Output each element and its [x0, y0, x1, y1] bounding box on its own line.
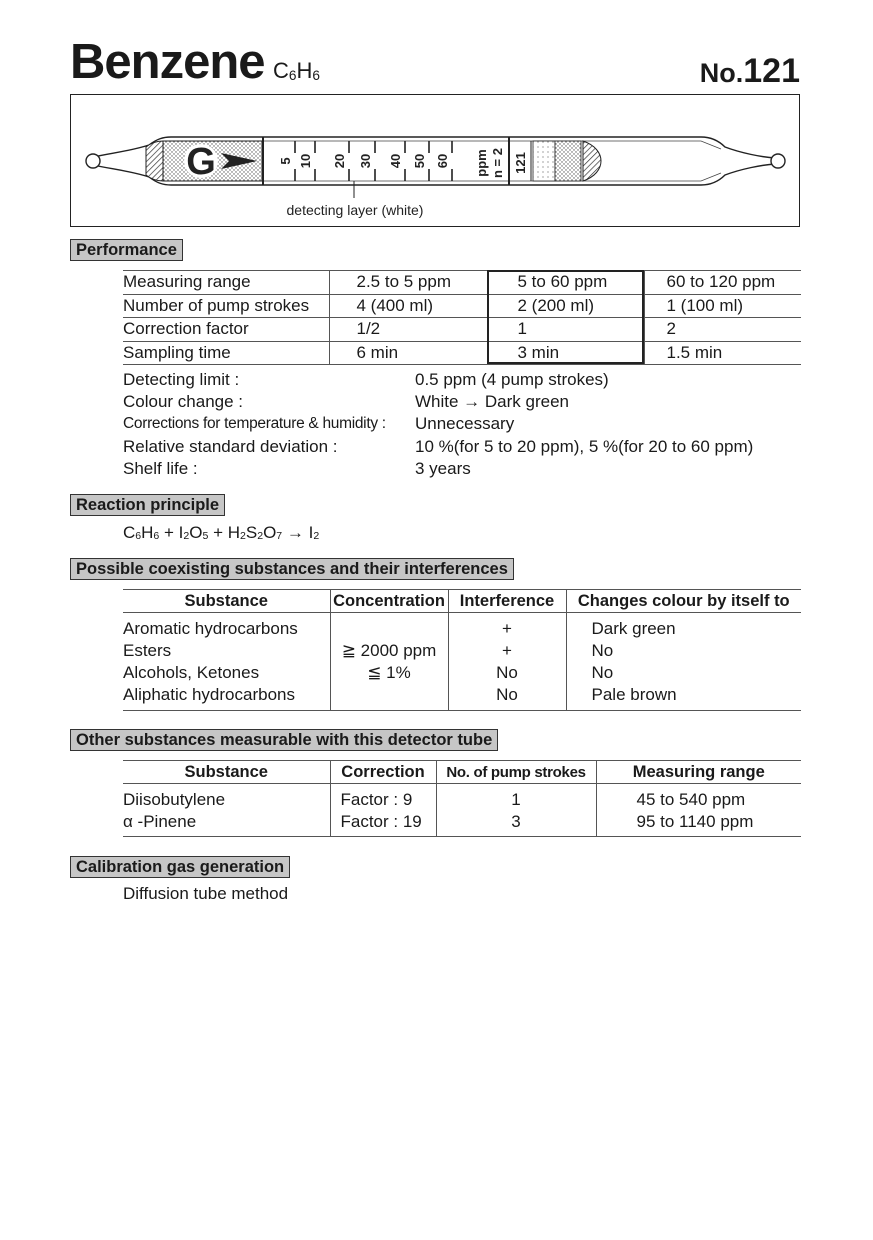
scale-mark-40: 40 [388, 153, 403, 169]
range-column: 45 to 540 ppm 95 to 1140 ppm [596, 784, 801, 837]
performance-value: 1/2 [329, 318, 487, 342]
table-row [123, 271, 801, 295]
detector-tube-drawing [71, 95, 801, 228]
other-substances-table [123, 760, 801, 837]
section-coexisting: Possible coexisting substances and their interferences [70, 558, 514, 580]
detail-label: Relative standard deviation : [123, 437, 338, 456]
concentration-column: ≧ 2000 ppm ≦ 1% [330, 613, 448, 711]
section-calibration: Calibration gas generation [70, 856, 290, 878]
scale-mark-50: 50 [412, 153, 427, 169]
coexisting-table [123, 589, 801, 711]
reaction-equation: $C_6H_6 + I_2O_5 + H_2S_2O_7 \to I_2$ [123, 523, 320, 543]
column-header: Correction [330, 761, 436, 784]
table-row [123, 318, 801, 342]
performance-value: 1 (100 ml) [644, 294, 801, 318]
performance-details [123, 369, 803, 484]
performance-value: 1.5 min [644, 341, 801, 365]
detail-label: Colour change : [123, 392, 244, 411]
detail-value: 3 years [415, 459, 471, 478]
column-header: No. of pump strokes [436, 761, 596, 784]
scale-mark-30: 30 [358, 153, 373, 169]
colour-column: Dark green No No Pale brown [566, 613, 801, 711]
section-performance: Performance [70, 239, 183, 261]
performance-value: 2 (200 ml) [487, 294, 644, 318]
chemical-formula: $C_6H_6$ [273, 58, 320, 83]
performance-value: 5 to 60 ppm [487, 271, 644, 295]
column-header: Substance [123, 761, 330, 784]
detail-value: Unnecessary [415, 414, 515, 433]
table-row [123, 341, 801, 365]
performance-table [123, 270, 801, 365]
substance-column: Aromatic hydrocarbons Esters Alcohols, Ketones Aliphatic hydrocarbons [123, 613, 330, 711]
detail-value: 10 %(for 5 to 20 ppm), 5 %(for 20 to 60 ppm) [415, 437, 754, 456]
performance-label: Measuring range [123, 271, 329, 295]
recommended-range-highlight [487, 270, 644, 364]
performance-value: 2.5 to 5 ppm [329, 271, 487, 295]
scale-mark-5: 5 [278, 157, 293, 165]
substance-column: Diisobutylene α -Pinene [123, 784, 330, 837]
performance-value: 3 min [487, 341, 644, 365]
performance-value: 4 (400 ml) [329, 294, 487, 318]
performance-value: 6 min [329, 341, 487, 365]
performance-value: 1 [487, 318, 644, 342]
strokes-column: 1 3 [436, 784, 596, 837]
correction-column: Factor : 9 Factor : 19 [330, 784, 436, 837]
detail-label: Detecting limit : [123, 370, 240, 389]
column-header: Changes colour by itself to [566, 590, 801, 613]
column-header: Substance [123, 590, 330, 613]
strokes-label: n = 2 [490, 148, 505, 178]
detail-label: Corrections for temperature & humidity : [123, 415, 386, 432]
scale-mark-60: 60 [435, 153, 450, 169]
table-row [123, 294, 801, 318]
document-number: No.121 [699, 52, 800, 90]
section-reaction: Reaction principle [70, 494, 225, 516]
detail-value: 0.5 ppm (4 pump strokes) [415, 370, 609, 389]
detail-value: White → Dark green [415, 392, 569, 411]
column-header: Interference [448, 590, 566, 613]
page-title: Benzene [70, 35, 265, 89]
detecting-layer-caption: detecting layer (white) [286, 202, 424, 218]
interference-column: + + No No [448, 613, 566, 711]
performance-label: Number of pump strokes [123, 294, 329, 318]
calibration-method: Diffusion tube method [123, 884, 289, 903]
scale-mark-10: 10 [298, 153, 313, 169]
unit-label: ppm [474, 149, 489, 177]
column-header: Measuring range [596, 761, 801, 784]
logo-g: G [186, 141, 216, 183]
performance-value: 60 to 120 ppm [644, 271, 801, 295]
column-header: Concentration [330, 590, 448, 613]
scale-mark-20: 20 [332, 153, 347, 169]
performance-value: 2 [644, 318, 801, 342]
detector-tube-illustration [70, 94, 800, 227]
performance-label: Sampling time [123, 341, 329, 365]
detail-label: Shelf life : [123, 459, 198, 478]
section-other-substances: Other substances measurable with this detector tube [70, 729, 498, 751]
performance-label: Correction factor [123, 318, 329, 342]
tube-number: 121 [513, 152, 528, 174]
